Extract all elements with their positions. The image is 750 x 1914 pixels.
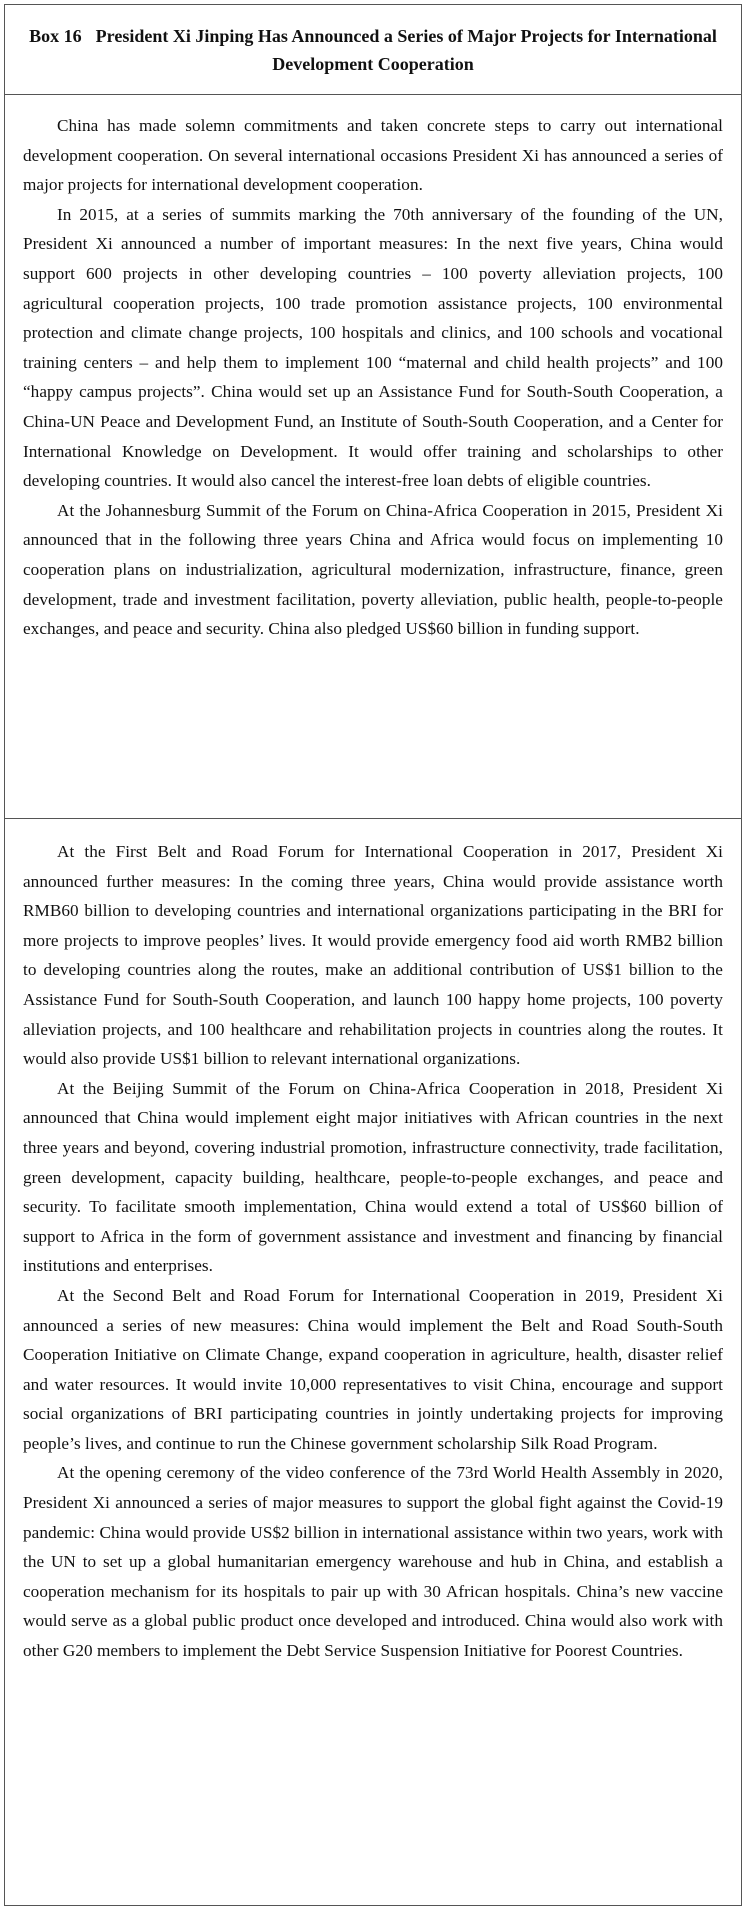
paragraph: At the Second Belt and Road Forum for International Cooperation in 2019, President Xi announced a series of new measures: China would implement the Belt and Road South-South Cooperation Initiative on Climate Change, expand cooperation in agriculture, health, disaster relief and water resources. It would invite 10,000 representatives to visit China, encourage and support social organizations of BRI participating countries in jointly undertaking projects for improving people’s lives, and continue to run the Chinese government scholarship Silk Road Program. xyxy=(23,1285,723,1453)
paragraph: At the First Belt and Road Forum for International Cooperation in 2017, President Xi announced further measures: In the coming three years, China would provide assistance worth RMB60 billion to developing countries and international organizations participating in the BRI for more projects to improve peoples’ lives. It would provide emergency food aid worth RMB2 billion to developing countries along the routes, make an additional contribution of US$1 billion to the Assistance Fund for South-South Cooperation, and launch 100 happy home projects, 100 poverty alleviation projects, and 100 healthcare and rehabilitation projects in countries along the routes. It would also provide US$1 billion to relevant international organizations. xyxy=(23,842,723,1069)
paragraph: At the Beijing Summit of the Forum on China-Africa Cooperation in 2018, President Xi announced that China would implement eight major initiatives with African countries in the next three years and beyond, covering industrial promotion, infrastructure connectivity, trade facilitation, green development, capacity building, healthcare, people-to-people exchanges, and peace and security. To facilitate smooth implementation, China would extend a total of US$60 billion of support to Africa in the form of government assistance and investment and financing by financial institutions and enterprises. xyxy=(23,1078,723,1276)
box-header xyxy=(5,5,741,95)
box-section-2 xyxy=(5,819,741,1905)
box-title xyxy=(25,22,721,78)
paragraph: At the Johannesburg Summit of the Forum on China-Africa Cooperation in 2015, President Xi announced that in the following three years China and Africa would focus on implementing 10 cooperation plans on industrialization, agricultural modernization, infrastructure, finance, green development, trade and investment facilitation, poverty alleviation, public health, people-to-people exchanges, and peace and security. China also pledged US$60 billion in funding support. xyxy=(23,500,723,639)
box-section-1 xyxy=(5,95,741,819)
paragraph: At the opening ceremony of the video conference of the 73rd World Health Assembly in 2020, President Xi announced a series of major measures to support the global fight against the Covid-19 pandemic: China would provide US$2 billion in international assistance within two years, work with the UN to set up a global humanitarian emergency warehouse and hub in China, and establish a cooperation mechanism for its hospitals to pair up with 30 African hospitals. China’s new vaccine would serve as a global public product once developed and introduced. China would also work with other G20 members to implement the Debt Service Suspension Initiative for Poorest Countries. xyxy=(23,1463,723,1661)
box-label: Box 16 xyxy=(29,25,82,46)
paragraph: China has made solemn commitments and taken concrete steps to carry out international development cooperation. On several international occasions President Xi has announced a series of major projects for international development cooperation. xyxy=(23,116,723,195)
box-title-text: President Xi Jinping Has Announced a Series of Major Projects for International Development Cooperation xyxy=(95,25,717,74)
paragraph: In 2015, at a series of summits marking the 70th anniversary of the founding of the UN, President Xi announced a number of important measures: In the next five years, China would support 600 projects in other developing countries – 100 poverty alleviation projects, 100 agricultural cooperation projects, 100 trade promotion assistance projects, 100 environmental protection and climate change projects, 100 hospitals and clinics, and 100 schools and vocational training centers – and help them to implement 100 “maternal and child health projects” and 100 “happy campus projects”. China would set up an Assistance Fund for South-South Cooperation, a China-UN Peace and Development Fund, an Institute of South-South Cooperation, and a Center for International Knowledge on Development. It would offer training and scholarships to other developing countries. It would also cancel the interest-free loan debts of eligible countries. xyxy=(23,204,723,491)
box-16 xyxy=(4,4,742,1906)
